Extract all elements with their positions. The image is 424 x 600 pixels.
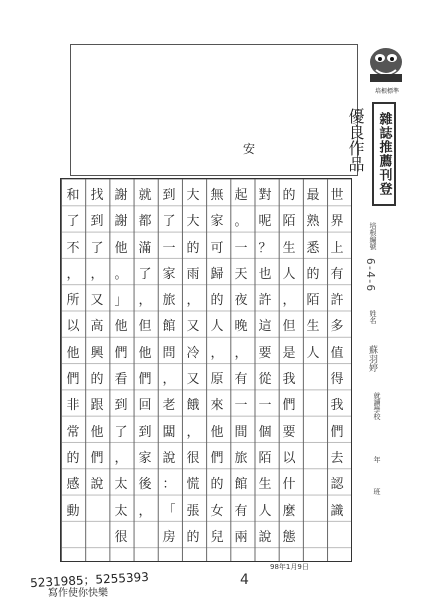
essay-character: 的 xyxy=(186,240,200,256)
essay-character: 餓 xyxy=(186,398,200,414)
essay-character: 要 xyxy=(258,345,272,361)
essay-character: 可 xyxy=(210,240,224,256)
essay-character: 陌 xyxy=(282,214,296,230)
essay-character: 生 xyxy=(306,319,320,335)
essay-character: 和 xyxy=(66,188,80,203)
essay-character: 原 xyxy=(210,372,224,388)
award-label: 優良作品 xyxy=(346,108,365,172)
essay-character: 許 xyxy=(258,293,272,309)
essay-character: 找 xyxy=(90,188,104,203)
writing-grid xyxy=(60,178,352,562)
essay-character: 的 xyxy=(66,450,80,466)
essay-character: 張 xyxy=(186,503,200,519)
essay-character: 間 xyxy=(234,424,248,440)
essay-character: 悉 xyxy=(306,240,320,256)
essay-character: 來 xyxy=(210,398,224,414)
essay-character: 起 xyxy=(234,188,248,203)
essay-character: 房 xyxy=(162,529,176,545)
essay-character: 的 xyxy=(306,266,320,282)
essay-character: 說 xyxy=(162,450,176,466)
essay-character: 問 xyxy=(162,345,176,361)
name-value: 蘇羽婷 xyxy=(367,345,377,372)
essay-character: 多 xyxy=(330,319,344,335)
essay-character: 都 xyxy=(138,214,152,230)
essay-character: 得 xyxy=(330,372,344,388)
essay-character: 說 xyxy=(90,477,104,493)
essay-character: 的 xyxy=(210,293,224,309)
essay-character: 很 xyxy=(186,450,200,466)
essay-character: 最 xyxy=(306,188,320,203)
essay-character: 歸 xyxy=(210,266,224,282)
brand-caption: 培根標準 xyxy=(374,88,399,95)
essay-character: 們 xyxy=(66,372,80,388)
essay-character: 他 xyxy=(66,345,80,361)
essay-character: 。 xyxy=(114,266,128,282)
essay-character: 到 xyxy=(138,424,152,440)
essay-character: 一 xyxy=(162,240,176,256)
essay-character: 有 xyxy=(234,372,248,388)
essay-column xyxy=(279,183,299,551)
essay-character: ， xyxy=(114,450,128,466)
essay-character: 「 xyxy=(162,503,176,519)
essay-character: 了 xyxy=(138,266,152,282)
essay-column xyxy=(231,183,251,551)
essay-character: 滿 xyxy=(138,240,152,256)
essay-character: 大 xyxy=(186,188,200,203)
essay-character: 又 xyxy=(186,372,200,388)
essay-character: 又 xyxy=(90,293,104,309)
recommend-stamp: 雜誌推薦刊登 xyxy=(372,102,396,206)
class-label: 班 xyxy=(373,488,381,495)
essay-character: 以 xyxy=(282,450,296,466)
essay-character: 他 xyxy=(114,319,128,335)
year-label: 年 xyxy=(373,456,381,463)
essay-character: ， xyxy=(210,345,224,361)
essay-character: 生 xyxy=(258,477,272,493)
essay-character: 館 xyxy=(234,477,248,493)
essay-character: 感 xyxy=(66,477,80,493)
essay-character: 他 xyxy=(114,240,128,256)
essay-character: 兒 xyxy=(210,529,224,545)
essay-character: 說 xyxy=(258,529,272,545)
essay-character: 們 xyxy=(210,450,224,466)
essay-character: 所 xyxy=(66,293,80,309)
essay-character: 人 xyxy=(258,503,272,519)
essay-character: 去 xyxy=(330,450,344,466)
essay-character: ， xyxy=(162,372,176,388)
essay-character: 到 xyxy=(114,398,128,414)
essay-character: 旅 xyxy=(234,450,248,466)
essay-character: 有 xyxy=(330,266,344,282)
essay-column xyxy=(207,183,227,551)
essay-character: 們 xyxy=(330,424,344,440)
essay-character: 了 xyxy=(66,214,80,230)
essay-character: 很 xyxy=(114,529,128,545)
essay-character: 謝 xyxy=(114,188,128,203)
essay-character: 興 xyxy=(90,345,104,361)
essay-character: 家 xyxy=(162,266,176,282)
slogan: 寫作使你快樂 xyxy=(48,588,108,599)
essay-character: ， xyxy=(282,293,296,309)
essay-character: 這 xyxy=(258,319,272,335)
essay-character: ， xyxy=(186,293,200,309)
essay-character: 天 xyxy=(234,266,248,282)
essay-character: 雨 xyxy=(186,266,200,282)
essay-character: 。 xyxy=(234,214,248,230)
essay-character: 陌 xyxy=(258,450,272,466)
essay-character: 上 xyxy=(330,240,344,256)
essay-character: 一 xyxy=(234,398,248,414)
essay-character: 無 xyxy=(210,188,224,203)
essay-character: 一 xyxy=(258,398,272,414)
contact-phone: 5231985；5255393 xyxy=(29,569,150,591)
essay-character: 」 xyxy=(114,293,128,309)
essay-character: 們 xyxy=(114,345,128,361)
essay-character: ， xyxy=(66,266,80,282)
essay-character: 認 xyxy=(330,477,344,493)
essay-character: 世 xyxy=(330,188,344,203)
essay-character: 識 xyxy=(330,503,344,519)
essay-character: 慌 xyxy=(186,477,200,493)
essay-character: 陌 xyxy=(306,293,320,309)
essay-character: ： xyxy=(162,477,176,493)
essay-character: 他 xyxy=(138,345,152,361)
teacher-comment-mark: 安 xyxy=(243,142,256,156)
essay-character: 到 xyxy=(162,188,176,203)
essay-character: 的 xyxy=(282,188,296,203)
essay-character: 要 xyxy=(282,424,296,440)
essay-character: 後 xyxy=(138,477,152,493)
essay-character: 人 xyxy=(282,266,296,282)
essay-character: 女 xyxy=(210,503,224,519)
essay-character: 從 xyxy=(258,372,272,388)
grade-label: 培根編號 xyxy=(369,222,377,250)
page-number: 4 xyxy=(240,572,249,588)
essay-character: 也 xyxy=(258,266,272,282)
essay-character: 回 xyxy=(138,398,152,414)
essay-character: 我 xyxy=(330,398,344,414)
essay-character: 晚 xyxy=(234,319,248,335)
essay-character: 人 xyxy=(210,319,224,335)
essay-character: 呢 xyxy=(258,214,272,230)
name-label: 姓名 xyxy=(369,310,377,324)
essay-column xyxy=(255,183,275,551)
essay-column xyxy=(63,183,83,525)
grade-value: 6-4-6 xyxy=(364,258,377,292)
essay-character: 熟 xyxy=(306,214,320,230)
essay-character: 常 xyxy=(66,424,80,440)
essay-column xyxy=(111,183,131,551)
essay-character: 冷 xyxy=(186,345,200,361)
essay-character: 是 xyxy=(282,345,296,361)
essay-character: 家 xyxy=(138,450,152,466)
essay-character: 兩 xyxy=(234,529,248,545)
essay-character: 謝 xyxy=(114,214,128,230)
school-label: 就讀學校 xyxy=(373,392,381,420)
essay-character: 就 xyxy=(138,188,152,203)
submission-date: 98年1月9日 xyxy=(270,563,309,571)
essay-character: 界 xyxy=(330,214,344,230)
essay-character: 到 xyxy=(90,214,104,230)
essay-character: 太 xyxy=(114,477,128,493)
essay-character: 不 xyxy=(66,240,80,256)
essay-character: 以 xyxy=(66,319,80,335)
essay-column xyxy=(87,183,107,499)
essay-character: 太 xyxy=(114,503,128,519)
essay-column xyxy=(159,183,179,551)
essay-character: 大 xyxy=(186,214,200,230)
essay-character: 館 xyxy=(162,319,176,335)
essay-character: 旅 xyxy=(162,293,176,309)
essay-character: 跟 xyxy=(90,398,104,414)
essay-character: 人 xyxy=(306,345,320,361)
essay-character: 生 xyxy=(282,240,296,256)
essay-character: ， xyxy=(90,266,104,282)
essay-character: 對 xyxy=(258,188,272,203)
essay-character: 了 xyxy=(90,240,104,256)
essay-character: 什 xyxy=(282,477,296,493)
essay-character: 他 xyxy=(210,424,224,440)
essay-character: 了 xyxy=(162,214,176,230)
essay-character: ， xyxy=(138,293,152,309)
essay-character: 們 xyxy=(138,372,152,388)
essay-character: 又 xyxy=(186,319,200,335)
essay-character: 家 xyxy=(210,214,224,230)
essay-character: 看 xyxy=(114,372,128,388)
essay-character: ， xyxy=(234,345,248,361)
essay-character: 麼 xyxy=(282,503,296,519)
essay-character: 老 xyxy=(162,398,176,414)
essay-column xyxy=(183,183,203,551)
essay-character: 的 xyxy=(186,529,200,545)
essay-character: 個 xyxy=(258,424,272,440)
essay-character: 了 xyxy=(114,424,128,440)
essay-character: 但 xyxy=(282,319,296,335)
essay-character: 夜 xyxy=(234,293,248,309)
essay-character: 們 xyxy=(282,398,296,414)
essay-character: 闆 xyxy=(162,424,176,440)
essay-column xyxy=(327,183,347,525)
essay-character: 一 xyxy=(234,240,248,256)
essay-character: 高 xyxy=(90,319,104,335)
essay-character: 許 xyxy=(330,293,344,309)
essay-character: 非 xyxy=(66,398,80,414)
essay-character: 的 xyxy=(210,477,224,493)
essay-character: 值 xyxy=(330,345,344,361)
essay-character: 態 xyxy=(282,529,296,545)
essay-character: 有 xyxy=(234,503,248,519)
essay-character: 的 xyxy=(90,372,104,388)
essay-character: 們 xyxy=(90,450,104,466)
essay-character: 但 xyxy=(138,319,152,335)
essay-column xyxy=(303,183,323,367)
essay-column xyxy=(135,183,155,525)
essay-character: ， xyxy=(186,424,200,440)
essay-character: 動 xyxy=(66,503,80,519)
essay-character: 我 xyxy=(282,372,296,388)
essay-character: ？ xyxy=(258,240,272,256)
essay-character: 他 xyxy=(90,424,104,440)
essay-character: ， xyxy=(138,503,152,519)
illustration-placeholder-box xyxy=(70,44,358,176)
